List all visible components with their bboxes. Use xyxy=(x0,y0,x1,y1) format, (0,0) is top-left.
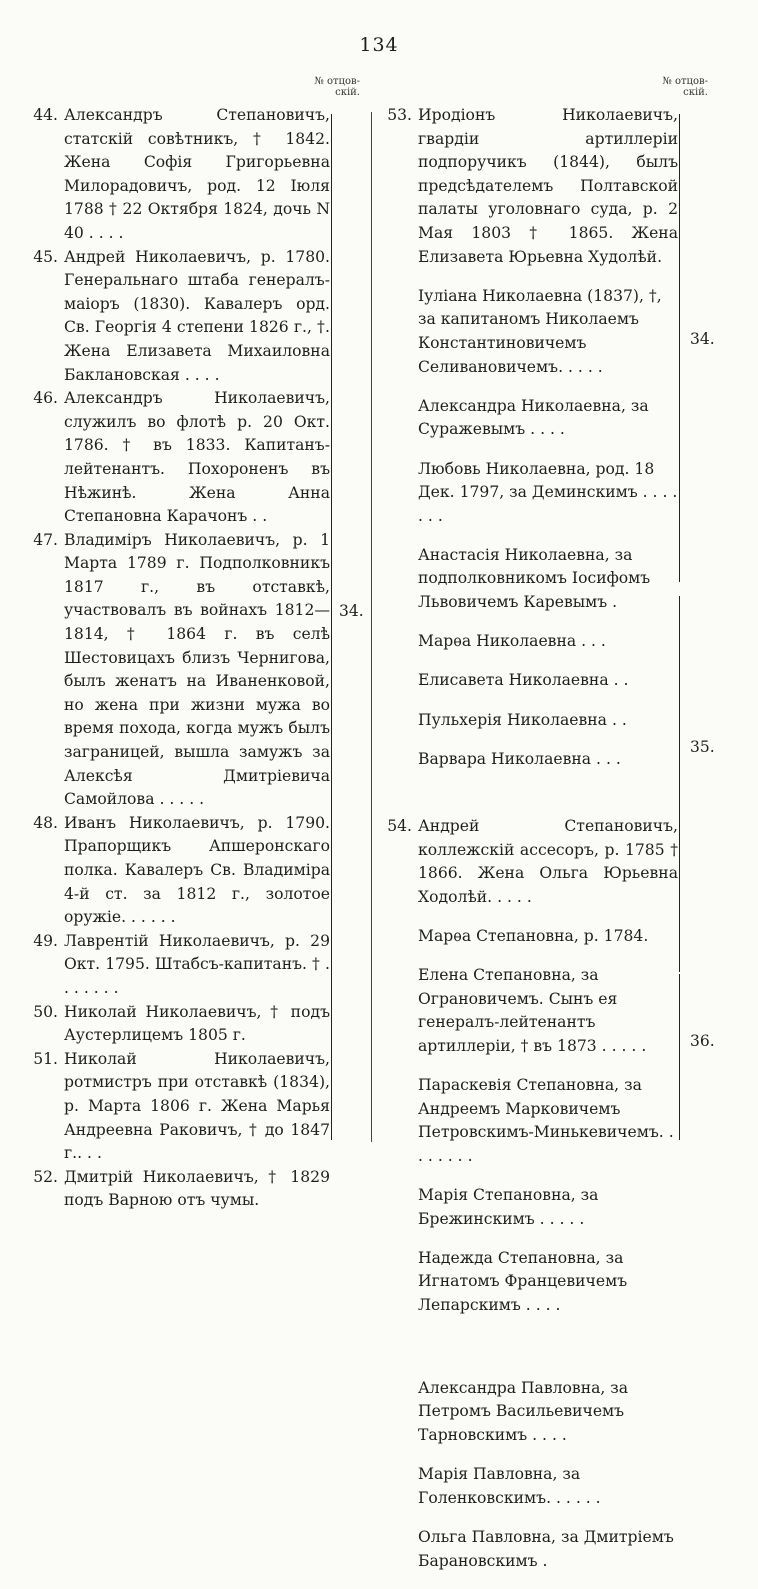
entry-number: 51. xyxy=(33,1049,58,1068)
child-entry: Елисавета Николаевна . . xyxy=(418,671,629,690)
right-column-header: № отцов-скій. xyxy=(662,76,708,98)
entry-46 xyxy=(24,387,330,529)
child-entry: Марѳа Николаевна . . . xyxy=(418,632,606,651)
child-entry: Ольга Павловна, за Дмитріемъ Барановскимъ . xyxy=(418,1528,674,1570)
entry-text: Андрей Степановичъ, коллежскій ассесоръ, р. 1785 † 1866. Жена Ольга Юрьевна Ходолѣй. . . . . xyxy=(418,817,678,906)
entry-49 xyxy=(24,930,330,1001)
left-group-reference: 34. xyxy=(339,602,364,620)
entry-45 xyxy=(24,246,330,388)
entry-text: Владиміръ Николаевичъ, р. 1 Марта 1789 г. Подполковникъ 1817 г., въ отставкѣ, участвовалъ въ войнахъ 1812—1814, † 1864 г. въ селѣ Шестовицахъ близъ Чернигова, былъ женатъ на Иваненковой, но жена при жизни мужа во время похода, когда мужъ былъ заграницей, вышла замужъ за Алексѣя Дмитріевича Самойлова . . . . . xyxy=(64,530,330,809)
entry-number: 54. xyxy=(387,817,412,835)
entry-number: 48. xyxy=(33,813,58,832)
entry-text: Николай Николаевичъ, ротмистръ при отставкѣ (1834), р. Марта 1806 г. Жена Марья Андреевна Раковичъ, † до 1847 г.. . . xyxy=(64,1049,330,1163)
right-group-bracket-35 xyxy=(679,596,680,972)
entry-text: Иродіонъ Николаевичъ, гвардіи артиллеріи подпоручикъ (1844), былъ предсѣдателемъ Полтавской палаты уголовнаго суда, р. 2 Мая 1803 † 1865. Жена Елизавета Юрьевна Худолѣй. xyxy=(418,106,678,266)
entry-text: Андрей Николаевичъ, р. 1780. Генеральнаго штаба генералъ-маіоръ (1830). Кавалеръ орд. Св. Георгія 4 степени 1826 г., †. Жена Елизавета Михаиловна Баклановская . . . . xyxy=(64,247,330,384)
left-column xyxy=(24,104,330,1213)
entry-number: 44. xyxy=(33,106,58,124)
entry-number: 49. xyxy=(33,931,58,950)
left-group-bracket xyxy=(331,114,332,1140)
child-entry: Анастасія Николаевна, за подполковникомъ Іосифомъ Львовичемъ Каревымъ . xyxy=(418,545,651,612)
entry-text: Лаврентій Николаевичъ, р. 29 Окт. 1795. Штабсъ-капитанъ. † . . . . . . . xyxy=(64,931,330,997)
right-group-reference-34: 34. xyxy=(690,330,715,348)
child-entry: Марѳа Степановна, р. 1784. xyxy=(418,926,649,945)
right-group-reference-36: 36. xyxy=(690,1032,715,1050)
entry-text: Александръ Степановичъ, статскій совѣтникъ, † 1842. Жена Софія Григорьевна Милорадовичъ, род. 12 Іюля 1788 † 22 Октября 1824, дочь N 40 . . . . xyxy=(64,106,330,242)
child-entry: Марія Павловна, за Голенковскимъ. . . . . . xyxy=(418,1465,601,1507)
left-column-header: № отцов-скій. xyxy=(314,76,360,98)
child-entry: Пульхерія Николаевна . . xyxy=(418,710,627,729)
entry-text: Николай Николаевичъ, † подъ Аустерлицемъ 1805 г. xyxy=(64,1002,330,1045)
entry-51 xyxy=(24,1048,330,1166)
entry-53 xyxy=(378,104,678,269)
child-entry: Любовь Николаевна, род. 18 Дек. 1797, за Деминскимъ . . . . . . . xyxy=(418,459,678,525)
child-entry: Параскевія Степановна, за Андреемъ Марковичемъ Петровскимъ-Минькевичемъ. . . . . . . . xyxy=(418,1076,674,1165)
entry-number: 52. xyxy=(33,1167,58,1186)
child-entry: Александра Павловна, за Петромъ Васильевичемъ Тарновскимъ . . . . xyxy=(418,1378,629,1445)
child-entry: Марія Степановна, за Брежинскимъ . . . . . xyxy=(418,1186,599,1228)
entry-44 xyxy=(24,104,330,246)
entry-text: Дмитрій Николаевичъ, † 1829 подъ Варною отъ чумы. xyxy=(64,1167,330,1210)
entry-text: Иванъ Николаевичъ, р. 1790. Прапорщикъ Апшеронскаго полка. Кавалеръ Св. Владиміра 4-й ст. за 1812 г., золотое оружіе. . . . . . xyxy=(64,813,330,927)
entry-number: 47. xyxy=(33,530,58,549)
entry-47 xyxy=(24,529,330,812)
child-entry: Варвара Николаевна . . . xyxy=(418,749,621,768)
entry-48 xyxy=(24,812,330,930)
child-entry: Елена Степановна, за Ограновичемъ. Сынъ ея генералъ-лейтенантъ артиллеріи, † въ 1873 . . . . . xyxy=(418,966,647,1055)
child-entry: Александра Николаевна, за Суражевымъ . . . . xyxy=(418,396,649,439)
entry-number: 46. xyxy=(33,389,58,408)
entry-text: Александръ Николаевичъ, служилъ во флотѣ р. 20 Окт. 1786. † въ 1833. Капитанъ-лейтенантъ. Похороненъ въ Нѣжинѣ. Жена Анна Степановна Карачонъ . . xyxy=(64,389,330,526)
child-entry: Надежда Степановна, за Игнатомъ Францевичемъ Лепарскимъ . . . . xyxy=(418,1248,628,1315)
page-number: 134 xyxy=(359,34,399,56)
right-group-reference-35: 35. xyxy=(690,738,715,756)
entry-52 xyxy=(24,1166,330,1213)
entry-number: 45. xyxy=(33,247,58,266)
right-column xyxy=(378,104,678,1589)
column-divider xyxy=(371,112,372,1142)
entry-number: 53. xyxy=(387,106,412,124)
entry-54 xyxy=(378,815,678,909)
entry-50 xyxy=(24,1001,330,1048)
right-group-bracket-34 xyxy=(679,114,680,582)
entry-number: 50. xyxy=(33,1002,58,1021)
right-group-bracket-36 xyxy=(679,974,680,1140)
child-entry: Іуліана Николаевна (1837), †, за капитаномъ Николаемъ Константиновичемъ Селивановичемъ. . . . . xyxy=(418,286,662,376)
